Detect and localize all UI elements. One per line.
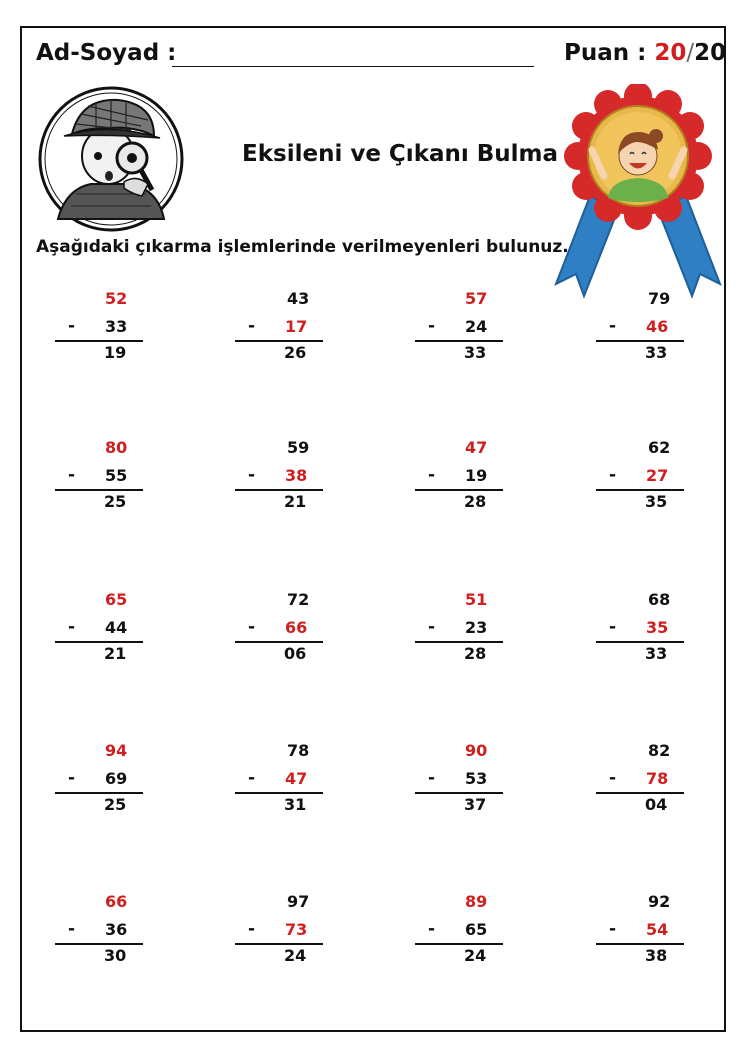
- answer-line: [596, 792, 684, 794]
- subtraction-problem: [415, 590, 515, 680]
- subtrahend: 55: [105, 466, 128, 485]
- subtraction-problem: [235, 741, 335, 831]
- worksheet-title: Eksileni ve Çıkanı Bulma: [242, 141, 559, 167]
- subtraction-problem: [55, 590, 155, 680]
- subtraction-problem: [415, 438, 515, 528]
- minus-sign: -: [68, 465, 76, 485]
- minuend: 94: [105, 741, 128, 760]
- minus-sign: -: [428, 316, 436, 336]
- difference: 28: [464, 492, 487, 511]
- answer-line: [415, 792, 503, 794]
- difference: 33: [464, 343, 487, 362]
- minuend: 57: [465, 289, 488, 308]
- subtrahend: 38: [285, 466, 308, 485]
- difference: 21: [104, 644, 127, 663]
- answer-line: [235, 943, 323, 945]
- subtrahend: 66: [285, 618, 308, 637]
- minus-sign: -: [248, 617, 256, 637]
- subtraction-problem: [596, 289, 696, 379]
- subtraction-problem: [235, 892, 335, 982]
- subtrahend: 35: [646, 618, 669, 637]
- answer-line: [235, 340, 323, 342]
- minus-sign: -: [248, 316, 256, 336]
- subtraction-problem: [235, 289, 335, 379]
- difference: 38: [645, 946, 668, 965]
- minus-sign: -: [68, 768, 76, 788]
- subtraction-problem: [235, 438, 335, 528]
- minuend: 82: [648, 741, 671, 760]
- difference: 33: [645, 644, 668, 663]
- subtraction-problem: [415, 892, 515, 982]
- minus-sign: -: [428, 768, 436, 788]
- minus-sign: -: [428, 617, 436, 637]
- answer-line: [55, 340, 143, 342]
- subtrahend: 69: [105, 769, 128, 788]
- minus-sign: -: [68, 919, 76, 939]
- score-total: 20: [694, 40, 727, 66]
- subtrahend: 54: [646, 920, 669, 939]
- subtrahend: 33: [105, 317, 128, 336]
- minuend: 59: [287, 438, 310, 457]
- minus-sign: -: [248, 768, 256, 788]
- subtraction-problem: [415, 741, 515, 831]
- answer-line: [596, 943, 684, 945]
- subtrahend: 47: [285, 769, 308, 788]
- answer-line: [55, 641, 143, 643]
- minuend: 92: [648, 892, 671, 911]
- difference: 30: [104, 946, 127, 965]
- minus-sign: -: [68, 617, 76, 637]
- subtrahend: 23: [465, 618, 488, 637]
- difference: 28: [464, 644, 487, 663]
- minuend: 68: [648, 590, 671, 609]
- subtrahend: 19: [465, 466, 488, 485]
- difference: 24: [284, 946, 307, 965]
- subtrahend: 36: [105, 920, 128, 939]
- minuend: 52: [105, 289, 128, 308]
- minus-sign: -: [609, 316, 617, 336]
- minus-sign: -: [248, 919, 256, 939]
- answer-line: [596, 340, 684, 342]
- score-label: Puan :: [564, 40, 647, 66]
- instruction-text: Aşağıdaki çıkarma işlemlerinde verilmeyenleri bulunuz.: [36, 237, 569, 257]
- difference: 33: [645, 343, 668, 362]
- answer-line: [596, 641, 684, 643]
- minus-sign: -: [609, 768, 617, 788]
- difference: 26: [284, 343, 307, 362]
- answer-line: [415, 641, 503, 643]
- minuend: 62: [648, 438, 671, 457]
- minuend: 80: [105, 438, 128, 457]
- minuend: 51: [465, 590, 488, 609]
- difference: 21: [284, 492, 307, 511]
- answer-line: [235, 792, 323, 794]
- difference: 31: [284, 795, 307, 814]
- difference: 04: [645, 795, 668, 814]
- name-label: Ad-Soyad :: [36, 40, 177, 66]
- subtraction-problem: [596, 590, 696, 680]
- minuend: 97: [287, 892, 310, 911]
- answer-line: [55, 943, 143, 945]
- minus-sign: -: [609, 465, 617, 485]
- answer-line: [415, 943, 503, 945]
- minuend: 78: [287, 741, 310, 760]
- minus-sign: -: [609, 919, 617, 939]
- minuend: 65: [105, 590, 128, 609]
- minuend: 66: [105, 892, 128, 911]
- difference: 25: [104, 795, 127, 814]
- subtrahend: 78: [646, 769, 669, 788]
- subtrahend: 27: [646, 466, 669, 485]
- answer-line: [55, 489, 143, 491]
- answer-line: [235, 641, 323, 643]
- subtrahend: 44: [105, 618, 128, 637]
- subtraction-problem: [55, 741, 155, 831]
- minuend: 79: [648, 289, 671, 308]
- subtraction-problem: [596, 892, 696, 982]
- subtrahend: 73: [285, 920, 308, 939]
- detective-boy-icon: [36, 84, 186, 234]
- minus-sign: -: [248, 465, 256, 485]
- subtraction-problem: [55, 892, 155, 982]
- subtrahend: 53: [465, 769, 488, 788]
- subtraction-problem: [596, 741, 696, 831]
- minus-sign: -: [428, 465, 436, 485]
- subtrahend: 46: [646, 317, 669, 336]
- subtraction-problem: [415, 289, 515, 379]
- difference: 35: [645, 492, 668, 511]
- difference: 25: [104, 492, 127, 511]
- answer-line: [235, 489, 323, 491]
- subtraction-problem: [235, 590, 335, 680]
- minuend: 72: [287, 590, 310, 609]
- difference: 24: [464, 946, 487, 965]
- subtrahend: 65: [465, 920, 488, 939]
- name-input-line[interactable]: [172, 66, 534, 67]
- score-slash: /: [686, 40, 695, 66]
- subtraction-problem: [55, 438, 155, 528]
- answer-line: [55, 792, 143, 794]
- award-medal-icon: [548, 84, 728, 300]
- minus-sign: -: [68, 316, 76, 336]
- minuend: 43: [287, 289, 310, 308]
- subtraction-problem: [596, 438, 696, 528]
- answer-line: [415, 340, 503, 342]
- minus-sign: -: [609, 617, 617, 637]
- answer-line: [415, 489, 503, 491]
- difference: 06: [284, 644, 307, 663]
- minuend: 90: [465, 741, 488, 760]
- score-got: 20: [654, 40, 687, 66]
- difference: 37: [464, 795, 487, 814]
- answer-line: [596, 489, 684, 491]
- minus-sign: -: [428, 919, 436, 939]
- difference: 19: [104, 343, 127, 362]
- subtrahend: 24: [465, 317, 488, 336]
- subtraction-problem: [55, 289, 155, 379]
- score: [564, 40, 726, 66]
- minuend: 47: [465, 438, 488, 457]
- minuend: 89: [465, 892, 488, 911]
- subtrahend: 17: [285, 317, 308, 336]
